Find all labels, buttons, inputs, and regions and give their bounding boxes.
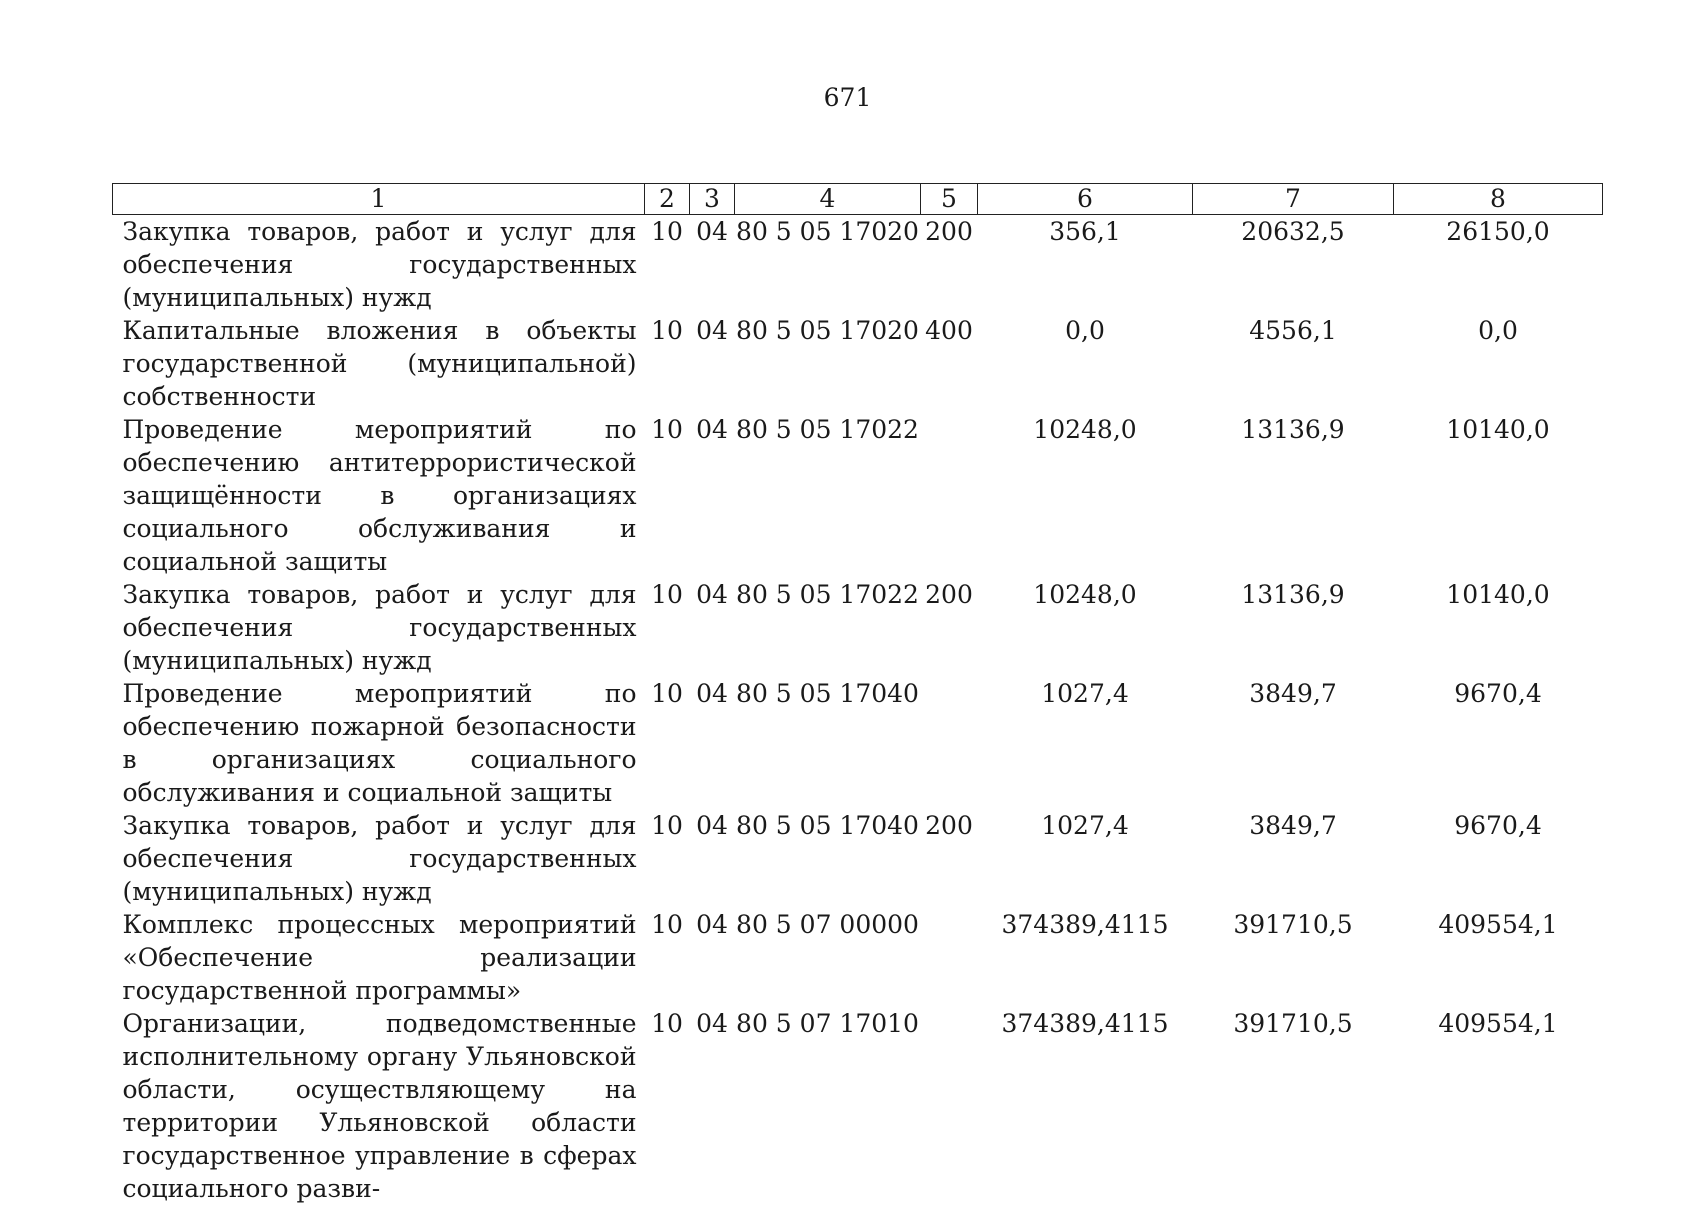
row-col-5-cell: 200	[921, 215, 978, 315]
row-col-3-cell: 04	[690, 578, 735, 677]
table-row	[113, 578, 1603, 677]
header-col-7: 7	[1193, 184, 1394, 215]
row-col-3-cell: 04	[690, 809, 735, 908]
row-col-2-cell: 10	[645, 677, 690, 809]
row-col-8-cell: 409554,1	[1394, 1007, 1603, 1205]
table-row	[113, 1007, 1603, 1205]
row-col-5-cell: 400	[921, 314, 978, 413]
row-col-2-cell: 10	[645, 413, 690, 578]
row-col-8-cell: 409554,1	[1394, 908, 1603, 1007]
row-col-6-cell: 10248,0	[978, 413, 1193, 578]
row-name-cell: Организации, подведомственные исполнительному органу Ульяновской области, осуществляющему на территории Ульяновской области государственное управление в сферах социального разви-	[113, 1007, 645, 1205]
row-col-7-cell: 13136,9	[1193, 413, 1394, 578]
row-col-6-cell: 10248,0	[978, 578, 1193, 677]
row-col-7-cell: 3849,7	[1193, 809, 1394, 908]
row-col-7-cell: 391710,5	[1193, 1007, 1394, 1205]
row-name-cell: Капитальные вложения в объекты государственной (муниципальной) собственности	[113, 314, 645, 413]
row-col-7-cell: 3849,7	[1193, 677, 1394, 809]
table-header	[113, 184, 1603, 215]
header-col-1: 1	[113, 184, 645, 215]
row-col-3-cell: 04	[690, 314, 735, 413]
row-col-4-cell: 80 5 07 17010	[735, 1007, 921, 1205]
row-col-7-cell: 13136,9	[1193, 578, 1394, 677]
row-col-5-cell	[921, 677, 978, 809]
header-col-4: 4	[735, 184, 921, 215]
table-row	[113, 215, 1603, 315]
table-row	[113, 809, 1603, 908]
row-name-cell: Проведение мероприятий по обеспечению пожарной безопасности в организациях социального обслуживания и социальной защиты	[113, 677, 645, 809]
row-col-2-cell: 10	[645, 314, 690, 413]
row-col-4-cell: 80 5 05 17040	[735, 809, 921, 908]
row-col-8-cell: 9670,4	[1394, 809, 1603, 908]
header-col-2: 2	[645, 184, 690, 215]
row-col-6-cell: 1027,4	[978, 677, 1193, 809]
row-col-3-cell: 04	[690, 215, 735, 315]
row-col-2-cell: 10	[645, 908, 690, 1007]
header-col-3: 3	[690, 184, 735, 215]
header-col-5: 5	[921, 184, 978, 215]
row-col-6-cell: 356,1	[978, 215, 1193, 315]
row-name-cell: Комплекс процессных мероприятий «Обеспечение реализации государственной программы»	[113, 908, 645, 1007]
row-col-4-cell: 80 5 05 17020	[735, 314, 921, 413]
table-row	[113, 677, 1603, 809]
row-col-6-cell: 0,0	[978, 314, 1193, 413]
row-name-cell: Проведение мероприятий по обеспечению антитеррористической защищённости в организациях социального обслуживания и социальной защиты	[113, 413, 645, 578]
row-col-7-cell: 4556,1	[1193, 314, 1394, 413]
row-col-4-cell: 80 5 05 17040	[735, 677, 921, 809]
row-col-8-cell: 0,0	[1394, 314, 1603, 413]
row-name-cell: Закупка товаров, работ и услуг для обеспечения государственных (муниципальных) нужд	[113, 578, 645, 677]
row-col-5-cell	[921, 908, 978, 1007]
row-col-5-cell: 200	[921, 809, 978, 908]
row-col-8-cell: 26150,0	[1394, 215, 1603, 315]
row-col-3-cell: 04	[690, 1007, 735, 1205]
row-col-4-cell: 80 5 05 17020	[735, 215, 921, 315]
row-col-3-cell: 04	[690, 677, 735, 809]
row-col-2-cell: 10	[645, 809, 690, 908]
row-col-4-cell: 80 5 07 00000	[735, 908, 921, 1007]
row-col-7-cell: 391710,5	[1193, 908, 1394, 1007]
row-col-5-cell	[921, 1007, 978, 1205]
row-name-cell: Закупка товаров, работ и услуг для обеспечения государственных (муниципальных) нужд	[113, 809, 645, 908]
header-col-8: 8	[1394, 184, 1603, 215]
row-col-4-cell: 80 5 05 17022	[735, 413, 921, 578]
row-col-5-cell: 200	[921, 578, 978, 677]
row-col-7-cell: 20632,5	[1193, 215, 1394, 315]
row-col-3-cell: 04	[690, 413, 735, 578]
table-body	[113, 215, 1603, 1205]
row-col-2-cell: 10	[645, 578, 690, 677]
page-number: 671	[0, 82, 1695, 114]
budget-table	[112, 183, 1603, 1205]
row-col-8-cell: 10140,0	[1394, 413, 1603, 578]
row-col-4-cell: 80 5 05 17022	[735, 578, 921, 677]
row-name-cell: Закупка товаров, работ и услуг для обеспечения государственных (муниципальных) нужд	[113, 215, 645, 315]
row-col-6-cell: 374389,4115	[978, 908, 1193, 1007]
row-col-6-cell: 1027,4	[978, 809, 1193, 908]
header-col-6: 6	[978, 184, 1193, 215]
table-row	[113, 314, 1603, 413]
row-col-8-cell: 10140,0	[1394, 578, 1603, 677]
row-col-2-cell: 10	[645, 1007, 690, 1205]
row-col-5-cell	[921, 413, 978, 578]
table-row	[113, 413, 1603, 578]
table-row	[113, 908, 1603, 1007]
row-col-2-cell: 10	[645, 215, 690, 315]
row-col-3-cell: 04	[690, 908, 735, 1007]
row-col-8-cell: 9670,4	[1394, 677, 1603, 809]
row-col-6-cell: 374389,4115	[978, 1007, 1193, 1205]
header-row	[113, 184, 1603, 215]
